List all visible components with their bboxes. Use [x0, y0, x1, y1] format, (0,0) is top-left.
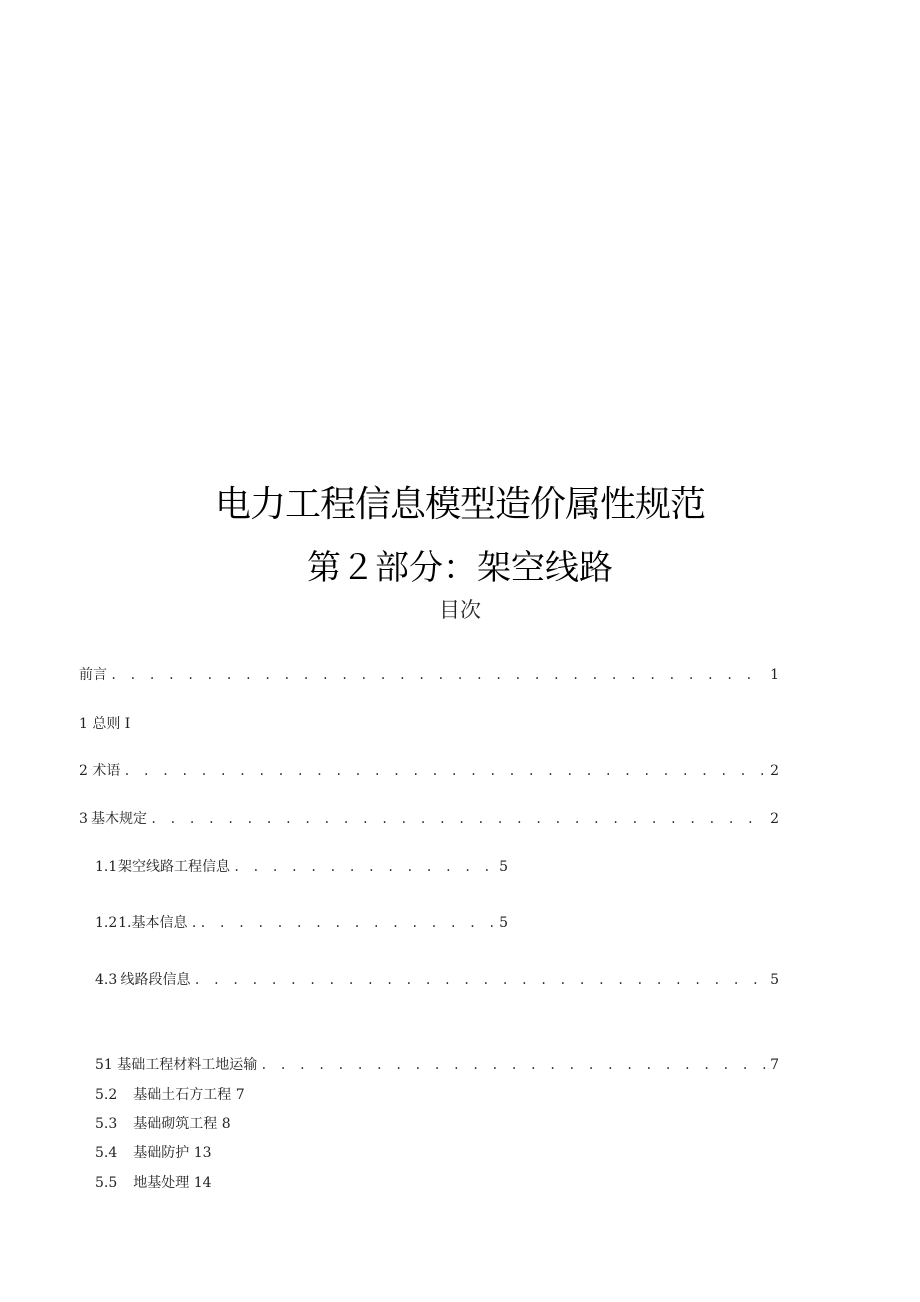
- toc-heading: 目次: [439, 598, 481, 622]
- toc-entry-number: 5.5: [95, 1175, 118, 1191]
- toc-entry-number: 5.3: [95, 1116, 118, 1132]
- toc-entry-label: 架空线路工程信息: [118, 859, 231, 875]
- toc-entry-terms[interactable]: [79, 762, 779, 780]
- toc-dot-leader: [110, 666, 767, 684]
- toc-entry-1-1[interactable]: [95, 858, 508, 876]
- toc-entry-label: 地基处理 14: [133, 1175, 212, 1191]
- toc-entry-number: 3: [79, 811, 88, 827]
- toc-entry-label: 基木规定: [91, 811, 147, 827]
- toc-entry-label: 2 术语: [79, 763, 121, 779]
- toc-entry-label: 1.基本信息 .: [118, 915, 197, 931]
- toc-entry-label: 基础土石方工程 7: [133, 1087, 245, 1103]
- toc-page-number: 5: [770, 972, 779, 988]
- toc-entry-5-4[interactable]: [95, 1144, 212, 1162]
- toc-entry-label: 前言: [79, 667, 107, 683]
- toc-dot-leader: [194, 971, 768, 989]
- toc-entry-label: 51 基础工程材料工地运输: [95, 1057, 258, 1073]
- toc-entry-number: 1.2: [95, 915, 118, 931]
- toc-dot-leader: [260, 1056, 767, 1074]
- toc-entry-1-2[interactable]: [95, 914, 508, 932]
- toc-entry-number: 1.1: [95, 859, 118, 875]
- toc-entry-label: 基础砌筑工程 8: [133, 1116, 231, 1132]
- toc-entry-general[interactable]: [79, 715, 130, 733]
- toc-entry-number: 5.2: [95, 1087, 118, 1103]
- toc-page-number: 1: [770, 667, 779, 683]
- toc-entry-foreword[interactable]: [79, 666, 779, 684]
- toc-entry-5-2[interactable]: [95, 1086, 245, 1104]
- document-subtitle: 第２部分：架空线路: [307, 548, 613, 588]
- toc-entry-label: 1 总则 I: [79, 716, 131, 732]
- toc-dot-leader: [150, 810, 767, 828]
- toc-entry-5-5[interactable]: [95, 1174, 212, 1192]
- toc-dot-leader: [123, 762, 767, 780]
- toc-entry-4-3[interactable]: [95, 971, 779, 989]
- toc-page-number: 5: [499, 915, 508, 931]
- toc-entry-number: 5.4: [95, 1145, 118, 1161]
- toc-page-number: 7: [770, 1057, 779, 1073]
- toc-entry-number: 4.3: [95, 972, 118, 988]
- toc-entry-basic-rules[interactable]: [79, 810, 779, 828]
- document-title: 电力工程信息模型造价属性规范: [214, 484, 705, 525]
- toc-dot-leader: [233, 858, 496, 876]
- toc-page-number: 2: [770, 811, 779, 827]
- toc-page-number: 2: [770, 763, 779, 779]
- toc-dot-leader: [199, 914, 496, 932]
- toc-entry-5-1[interactable]: [95, 1056, 779, 1074]
- toc-page-number: 5: [499, 859, 508, 875]
- toc-entry-label: 基础防护 13: [133, 1145, 212, 1161]
- toc-entry-5-3[interactable]: [95, 1115, 231, 1133]
- toc-entry-label: 线路段信息: [120, 972, 191, 988]
